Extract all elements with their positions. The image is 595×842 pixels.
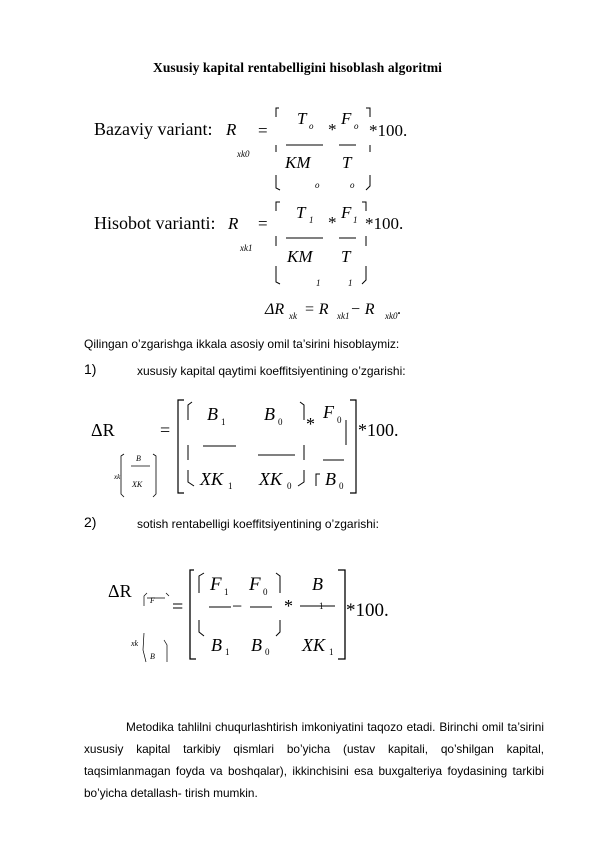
- svg-text:0: 0: [265, 647, 270, 657]
- svg-text:xk: xk: [131, 639, 139, 648]
- formula1-lhs: R: [226, 120, 237, 139]
- formula1-t: T: [297, 109, 307, 128]
- formula-bazaviy: [94, 108, 407, 190]
- intro-text: Qilingan o’zgarishga ikkala asosiy omil ta’sirini hisoblaymiz:: [84, 337, 400, 351]
- svg-text:B: B: [150, 652, 155, 661]
- svg-text:xk0: xk0: [385, 311, 398, 321]
- svg-text:1: 1: [225, 647, 230, 657]
- svg-text:0: 0: [287, 481, 292, 491]
- svg-text:XK: XK: [132, 480, 143, 489]
- svg-text:T: T: [296, 203, 306, 222]
- svg-text:XK: XK: [302, 635, 326, 655]
- svg-text:0: 0: [278, 417, 283, 427]
- item2-text: sotish rentabelligi koeffitsiyentining o’zgarishi:: [137, 517, 379, 531]
- svg-text:= R: = R: [304, 301, 329, 318]
- svg-text:*100.: *100.: [346, 600, 389, 621]
- svg-text:0: 0: [339, 481, 344, 491]
- svg-text:1: 1: [224, 587, 229, 597]
- svg-text:.: .: [397, 301, 401, 318]
- item1-text: xususiy kapital qaytimi koeffitsiyentining o’zgarishi:: [137, 364, 406, 378]
- body-paragraph: Metodika tahlilni chuqurlashtirish imkoniyatini taqozo etadi. Birinchi omil ta’sirini xususiy kapital tarkibiy qismlari bo’yicha (ustav kapitali, qo’shilgan kapital, taqsimlanmagan foyda va boshqalar), ikkinchisini esa buxgalteriya foydasining tarkibi bo’yicha detallash- tirish mumkin.: [84, 720, 544, 800]
- svg-text:B: B: [251, 635, 262, 655]
- page-title: Xususiy kapital rentabelligini hisoblash algoritmi: [152, 60, 443, 75]
- svg-text:1: 1: [353, 215, 358, 225]
- svg-text:1: 1: [309, 215, 314, 225]
- svg-text:=: =: [160, 420, 171, 440]
- svg-text:ΔR: ΔR: [108, 581, 132, 601]
- svg-text:1: 1: [316, 278, 321, 288]
- formula-3: [91, 400, 399, 497]
- svg-text:T: T: [342, 153, 352, 172]
- svg-text:*100.: *100.: [365, 214, 404, 233]
- svg-text:R: R: [228, 214, 239, 233]
- svg-text:*: *: [328, 213, 337, 232]
- svg-text:− R: − R: [350, 301, 375, 318]
- svg-text:1: 1: [221, 417, 226, 427]
- svg-text:B: B: [264, 404, 275, 424]
- svg-text:1: 1: [319, 601, 324, 611]
- svg-text:o: o: [309, 121, 314, 131]
- item2-number: 2): [84, 514, 97, 530]
- svg-text:xk: xk: [114, 473, 121, 481]
- svg-text:1: 1: [228, 481, 233, 491]
- svg-text:xk: xk: [289, 311, 297, 321]
- svg-text:ΔR: ΔR: [91, 420, 115, 440]
- formula-delta: [264, 301, 401, 321]
- svg-text:0: 0: [337, 415, 342, 425]
- formula1-f: F: [341, 109, 352, 128]
- formula-4: [108, 570, 389, 662]
- formula-hisobot: [94, 202, 403, 288]
- svg-text:o: o: [354, 121, 359, 131]
- svg-text:o: o: [315, 180, 320, 190]
- svg-text:B: B: [136, 454, 141, 463]
- svg-text:xk1: xk1: [337, 311, 350, 321]
- svg-text:B: B: [211, 635, 222, 655]
- svg-text:F: F: [150, 596, 155, 605]
- svg-text:F: F: [341, 203, 352, 222]
- svg-text:B: B: [312, 574, 323, 594]
- svg-text:F: F: [210, 574, 222, 595]
- svg-text:ΔR: ΔR: [265, 301, 285, 318]
- svg-text:1: 1: [329, 647, 334, 657]
- formula1-lhs-sub: xk0: [237, 149, 250, 159]
- svg-text:XK: XK: [259, 469, 283, 489]
- svg-text:*: *: [328, 120, 337, 139]
- item1-number: 1): [84, 361, 97, 377]
- svg-text:xk1: xk1: [240, 243, 253, 253]
- svg-text:o: o: [350, 180, 355, 190]
- formula1-eq: =: [258, 121, 268, 140]
- svg-text:=: =: [258, 214, 268, 233]
- svg-text:XK: XK: [200, 469, 224, 489]
- svg-text:1: 1: [348, 278, 353, 288]
- svg-text:T: T: [341, 247, 351, 266]
- svg-text:−: −: [232, 596, 243, 616]
- formula1-mult: *100.: [369, 121, 408, 140]
- svg-text:B: B: [207, 404, 218, 424]
- svg-text:*: *: [284, 596, 293, 616]
- svg-text:KM: KM: [285, 153, 311, 172]
- svg-text:=: =: [172, 596, 184, 618]
- formula1-label: Bazaviy variant:: [94, 119, 213, 139]
- svg-text:0: 0: [263, 587, 268, 597]
- svg-text:F: F: [323, 402, 334, 422]
- formula2-label: Hisobot varianti:: [94, 213, 216, 233]
- svg-text:*: *: [306, 414, 315, 434]
- svg-text:*100.: *100.: [358, 420, 399, 440]
- svg-text:B: B: [325, 469, 336, 489]
- svg-text:KM: KM: [287, 247, 313, 266]
- svg-text:F: F: [249, 574, 261, 595]
